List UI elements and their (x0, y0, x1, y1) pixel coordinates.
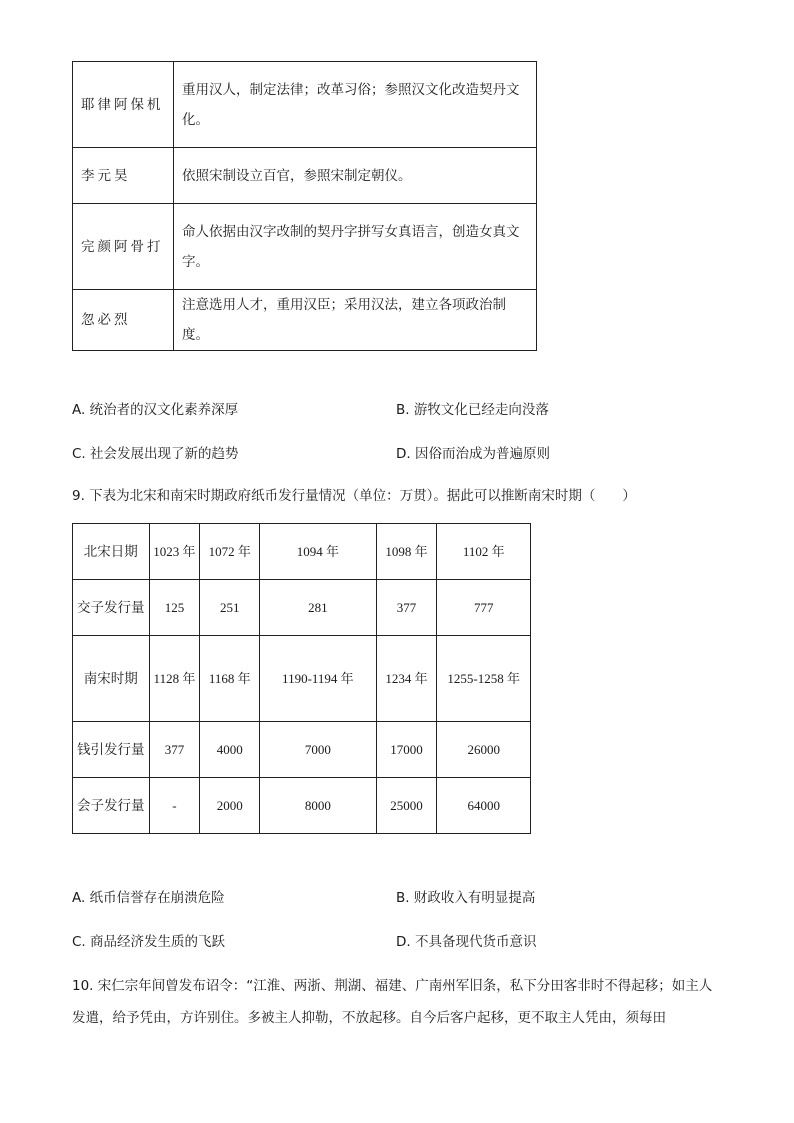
ruler-policy-cell: 依照宋制设立百官，参照宋制定朝仪。 (174, 148, 537, 204)
q8-option-a[interactable]: A. 统治者的汉文化素养深厚 (72, 402, 239, 418)
table-cell: 1094 年 (260, 524, 377, 580)
ruler-policy-cell: 重用汉人，制定法律；改革习俗；参照汉文化改造契丹文化。 (174, 62, 537, 148)
table-cell: 1098 年 (376, 524, 437, 580)
table-row (73, 636, 531, 722)
table-cell: 1023 年 (149, 524, 200, 580)
table-row (73, 204, 537, 290)
table-row (73, 62, 537, 148)
table-cell: 1072 年 (200, 524, 260, 580)
table-cell: 1128 年 (149, 636, 200, 722)
table-cell: 64000 (437, 778, 531, 834)
q10-stem: 10. 宋仁宗年间曾发布诏令：“江淮、两浙、荆湖、福建、广南州军旧条，私下分田客非时不得起移；如主人发遣，给予凭由，方许别住。多被主人抑勒，不放起移。自今后客户起移，更不取主人凭由，须每田 (72, 978, 713, 1026)
table-cell: 377 (376, 580, 437, 636)
ruler-name-cell: 完颜阿骨打 (73, 204, 174, 290)
table-cell: 4000 (200, 722, 260, 778)
table-cell: 251 (200, 580, 260, 636)
q9-stem: 9. 下表为北宋和南宋时期政府纸币发行量情况（单位：万贯）。据此可以推断南宋时期（ ） (72, 488, 636, 504)
ruler-name-cell: 耶律阿保机 (73, 62, 174, 148)
q8-option-b[interactable]: B. 游牧文化已经走向没落 (396, 402, 549, 418)
paper-money-table (72, 523, 531, 834)
table-cell: 南宋时期 (73, 636, 150, 722)
table-cell: 777 (437, 580, 531, 636)
table-row (73, 778, 531, 834)
table-cell: 25000 (376, 778, 437, 834)
table-cell: 8000 (260, 778, 377, 834)
table-cell: 26000 (437, 722, 531, 778)
table-cell: 北宋日期 (73, 524, 150, 580)
q9-option-a[interactable]: A. 纸币信誉存在崩溃危险 (72, 890, 225, 906)
table-cell: 125 (149, 580, 200, 636)
table-row (73, 290, 537, 351)
table-cell: 377 (149, 722, 200, 778)
q9-option-c[interactable]: C. 商品经济发生质的飞跃 (72, 934, 226, 950)
ruler-name-cell: 忽必烈 (73, 290, 174, 351)
table-cell: 1190-1194 年 (260, 636, 377, 722)
table-cell: 1168 年 (200, 636, 260, 722)
ruler-name-cell: 李元昊 (73, 148, 174, 204)
table-cell: 17000 (376, 722, 437, 778)
rulers-table (72, 61, 537, 351)
table-cell: 交子发行量 (73, 580, 150, 636)
q9-option-d[interactable]: D. 不具备现代货币意识 (396, 934, 537, 950)
table-cell: 7000 (260, 722, 377, 778)
q9-option-b[interactable]: B. 财政收入有明显提高 (396, 890, 536, 906)
table-cell: 钱引发行量 (73, 722, 150, 778)
table-cell: 会子发行量 (73, 778, 150, 834)
table-cell: 1255-1258 年 (437, 636, 531, 722)
table-cell: 1102 年 (437, 524, 531, 580)
table-cell: 1234 年 (376, 636, 437, 722)
ruler-policy-cell: 注意选用人才，重用汉臣；采用汉法，建立各项政治制度。 (174, 290, 537, 351)
table-row (73, 524, 531, 580)
q8-option-c[interactable]: C. 社会发展出现了新的趋势 (72, 446, 239, 462)
table-cell: 281 (260, 580, 377, 636)
table-row (73, 148, 537, 204)
table-cell: 2000 (200, 778, 260, 834)
q8-option-d[interactable]: D. 因俗而治成为普遍原则 (396, 446, 550, 462)
ruler-policy-cell: 命人依据由汉字改制的契丹字拼写女真语言，创造女真文字。 (174, 204, 537, 290)
table-row (73, 722, 531, 778)
table-cell: - (149, 778, 200, 834)
table-row (73, 580, 531, 636)
